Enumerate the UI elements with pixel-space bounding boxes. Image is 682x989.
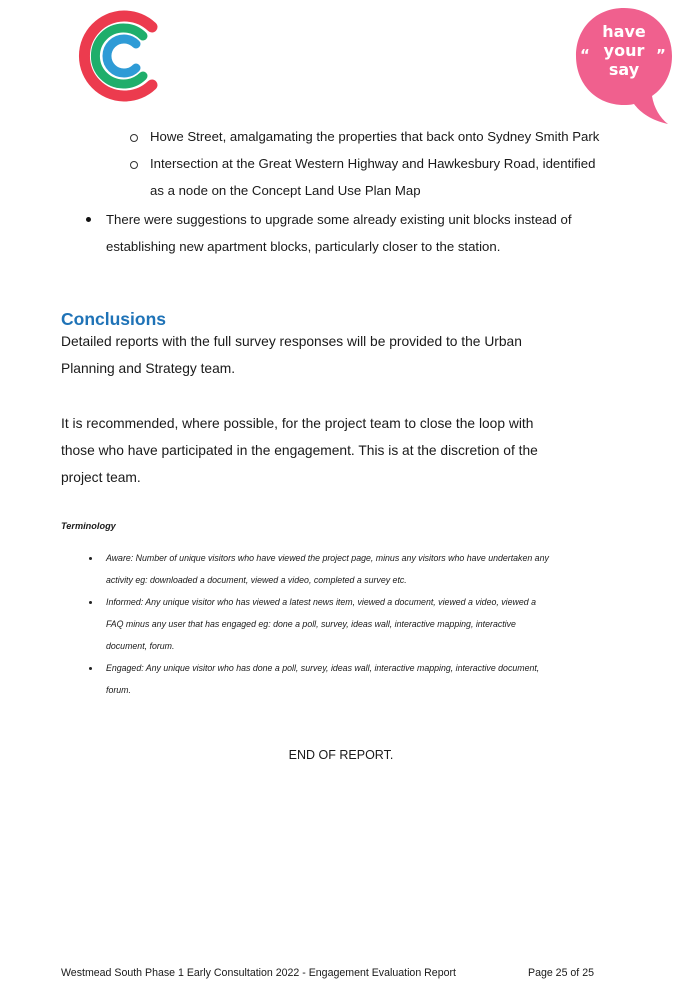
bullet-marker <box>86 217 91 222</box>
term-bullet-marker <box>89 557 92 560</box>
term-engaged-line2: forum. <box>106 685 131 695</box>
bullet-text-line1: There were suggestions to upgrade some already existing unit blocks instead of <box>106 212 572 227</box>
footer-report-title: Westmead South Phase 1 Early Consultation 2022 - Engagement Evaluation Report <box>61 967 456 979</box>
conclusions-para1-line2: Planning and Strategy team. <box>61 361 236 376</box>
svg-text:”: ” <box>656 46 666 64</box>
term-bullet-marker <box>89 667 92 670</box>
conclusions-para2-line1: It is recommended, where possible, for the project team to close the loop with <box>61 416 534 431</box>
terminology-title: Terminology <box>61 521 116 531</box>
term-aware-line2: activity eg: downloaded a document, viewed a video, completed a survey etc. <box>106 575 407 585</box>
sub-bullet-text: Howe Street, amalgamating the properties that back onto Sydney Smith Park <box>150 129 600 144</box>
have-your-say-text <box>572 22 676 79</box>
term-informed-line3: document, forum. <box>106 641 175 651</box>
conclusions-para2-line3: project team. <box>61 470 141 485</box>
bullet-text-line2: establishing new apartment blocks, particularly closer to the station. <box>106 239 501 254</box>
svg-text:“: “ <box>580 46 590 64</box>
logo-line-say: say <box>608 60 640 79</box>
sub-bullet-text-continued: as a node on the Concept Land Use Plan Map <box>150 183 421 198</box>
end-of-report: END OF REPORT. <box>288 748 394 762</box>
conclusions-heading: Conclusions <box>61 309 167 329</box>
council-logo-icon <box>66 5 158 107</box>
term-aware-line1: Aware: Number of unique visitors who have viewed the project page, minus any visitors who have undertaken any <box>106 553 549 563</box>
conclusions-para1-line1: Detailed reports with the full survey responses will be provided to the Urban <box>61 334 522 349</box>
term-engaged-line1: Engaged: Any unique visitor who has done a poll, survey, ideas wall, interactive mapping, interactive document, <box>106 663 540 673</box>
footer-page-number: Page 25 of 25 <box>528 967 594 979</box>
logo-line-your: your <box>603 41 645 60</box>
term-informed-line2: FAQ minus any user that has engaged eg: done a poll, survey, ideas wall, interactive mapping, interactive <box>106 619 516 629</box>
logo-line-have: have <box>602 22 646 41</box>
sub-bullet-marker <box>130 161 138 169</box>
have-your-say-logo <box>572 4 676 126</box>
sub-bullet-marker <box>130 134 138 142</box>
term-bullet-marker <box>89 601 92 604</box>
sub-bullet-text: Intersection at the Great Western Highway and Hawkesbury Road, identified <box>150 156 596 171</box>
term-informed-line1: Informed: Any unique visitor who has viewed a latest news item, viewed a document, viewed a video, viewed a <box>106 597 536 607</box>
conclusions-para2-line2: those who have participated in the engagement. This is at the discretion of the <box>61 443 538 458</box>
